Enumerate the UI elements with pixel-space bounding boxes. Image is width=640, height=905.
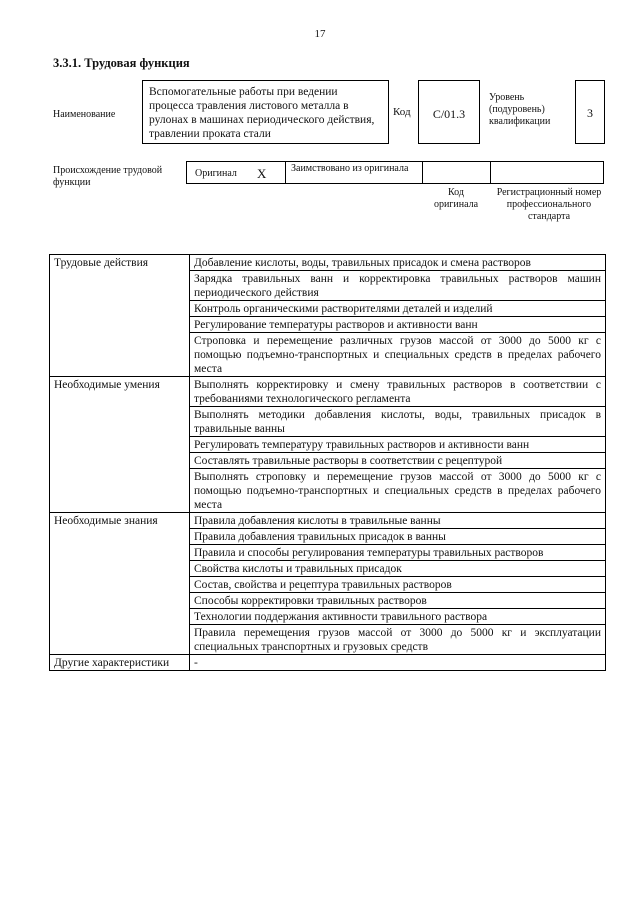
section-category: Необходимые умения [50,377,190,513]
table-row [50,255,606,271]
section-item: Регулирование температуры растворов и активности ванн [190,317,606,333]
section-category: Необходимые знания [50,513,190,655]
level-label: Уровень (подуровень) квалификации [489,92,551,127]
section-item: Добавление кислоты, воды, травильных присадок и смена растворов [190,255,606,271]
section-item: Выполнять строповку и перемещение грузов массой от 3000 до 5000 кг с помощью подъемно-транспортных и специальных средств в пределах рабочего места [190,469,606,513]
origin-divider [422,162,423,183]
table-row [50,513,606,529]
original-mark: X [257,166,267,181]
code-label: Код [393,106,411,118]
table-row [50,377,606,407]
section-item: Правила добавления травильных присадок в ванны [190,529,606,545]
section-item: Правила перемещения грузов массой от 3000 до 5000 кг и эксплуатации специальных транспортных и грузовых средств [190,625,606,655]
name-label: Наименование [53,109,116,120]
section-item: Способы корректировки травильных растворов [190,593,606,609]
code-original-caption: Код оригинала [433,187,479,210]
section-category: Другие характеристики [50,655,190,671]
section-item: Составлять травильные растворы в соответствии с рецептурой [190,453,606,469]
page-number: 17 [314,28,326,40]
section-item: Зарядка травильных ванн и корректировка травильных растворов машин периодического действия [190,271,606,301]
function-table [49,254,606,671]
section-item: Состав, свойства и рецептура травильных растворов [190,577,606,593]
section-category: Трудовые действия [50,255,190,377]
original-label: Оригинал [195,168,237,179]
section-item: Выполнять методики добавления кислоты, воды, травильных присадок в травильные ванны [190,407,606,437]
section-item: Правила добавления кислоты в травильные ванны [190,513,606,529]
table-row [50,655,606,671]
section-item: Технологии поддержания активности травильного раствора [190,609,606,625]
origin-row [186,161,604,184]
section-item: Правила и способы регулирования температуры травильных растворов [190,545,606,561]
section-item: Свойства кислоты и травильных присадок [190,561,606,577]
section-item: Контроль органическими растворителями деталей и изделий [190,301,606,317]
section-item: Строповка и перемещение различных грузов массой от 3000 до 5000 кг с помощью подъемно-транспортных и специальных средств в пределах рабочего места [190,333,606,377]
borrowed-label: Заимствовано из оригинала [291,163,409,174]
section-item: Регулировать температуру травильных растворов и активности ванн [190,437,606,453]
origin-label: Происхождение трудовой функции [53,165,163,188]
registration-number-caption: Регистрационный номер профессионального стандарта [496,187,602,222]
origin-divider [490,162,491,183]
name-value-box: Вспомогательные работы при ведении процесса травления листового металла в рулонах в машинах периодического действия, травлении проката стали [142,80,389,144]
level-value-box: 3 [575,80,605,144]
origin-divider [285,162,286,183]
section-title: 3.3.1. Трудовая функция [53,56,190,70]
code-value-box: C/01.3 [418,80,480,144]
section-item: - [190,655,606,671]
section-item: Выполнять корректировку и смену травильных растворов в соответствии с требованиями технологического регламента [190,377,606,407]
